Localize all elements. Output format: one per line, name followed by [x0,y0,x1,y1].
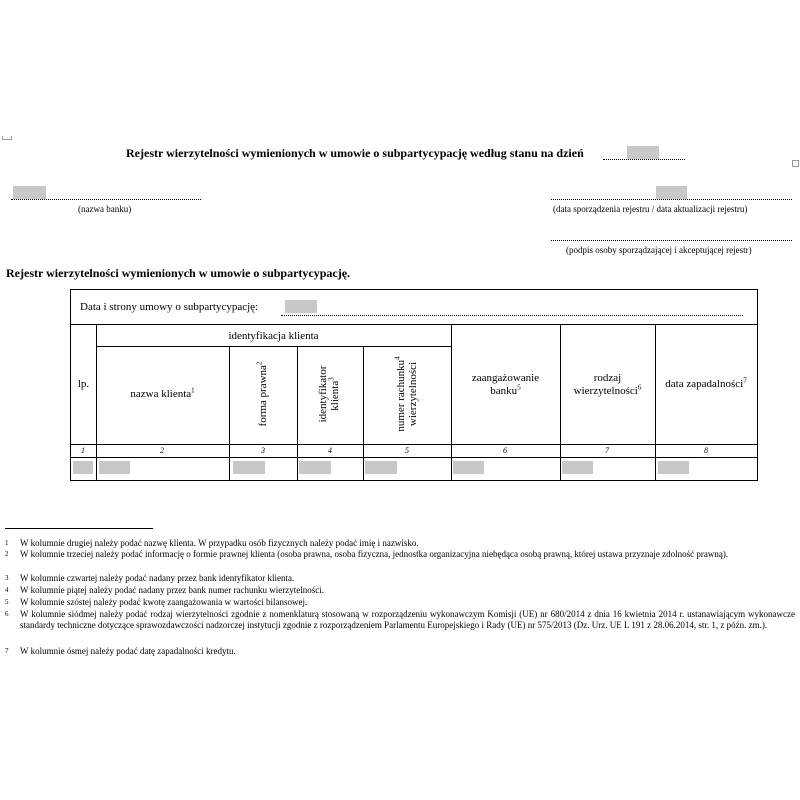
header-nazwa-fn: 1 [191,386,195,395]
footnote-2-mark: 2 [5,550,9,558]
col-divider-5 [451,324,452,480]
footnote-2-text: W kolumnie trzeciej należy podać informację o formie prawnej klienta (osoba prawna, osoba fizyczna, jednostka organizacyjna niebędąca osobą prawną, której ustawa przyznaje zdolność prawną). [20,549,729,559]
header-nazwa-text: nazwa klienta [130,388,192,400]
register-date-field[interactable] [656,186,687,199]
section-title: Rejestr wierzytelności wymienionych w umowie o subpartycypację. [6,266,351,280]
header-ident-line1: identyfikator [317,365,329,423]
footnote-6-text: W kolumnie siódmej należy podać rodzaj wierzytelności zgodnie z nomenklaturą stosowaną w rozporządzeniu wykonawczym Komisji (UE) nr 680/2014 z dnia 16 kwietnia 2014 r. ustanawiającym wykonawcze standardy techniczne dotyczące sprawozdawczości nadzorczej instytucji zgodnie z rozporządzeniem Parlamentu Europejskiego i Rady (UE) nr 575/2013 (Dz. Urz. UE L 191 z 28.06.2014, str. 1, z późn. zm.). [20,609,795,630]
header-rachunek-fn: 4 [393,356,402,360]
header-data-text: data zapadalności [665,378,744,390]
header-zaangazowanie [451,372,560,398]
header-ident-line2 [329,344,341,444]
cell-forma-input[interactable] [233,461,265,474]
footnote-3 [5,573,795,584]
register-date-line [551,199,792,200]
contract-line [281,315,743,316]
header-ident-fn: 3 [327,377,336,381]
col-divider-6 [560,324,561,480]
col-number-3: 3 [261,446,265,455]
footnote-4 [5,585,795,596]
register-date-caption: (data sporządzenia rejestru / data aktualizacji rejestru) [553,204,748,214]
col-number-8: 8 [704,446,708,455]
col-number-6: 6 [503,446,507,455]
footnote-4-mark: 4 [5,586,9,594]
header-forma [257,344,269,444]
col-divider-2 [229,346,230,480]
register-table [70,289,758,481]
cell-data-input[interactable] [658,461,689,474]
header-rodzaj-line2 [560,385,655,398]
anchor-marker [2,136,12,140]
footnote-5-text: W kolumnie szóstej należy podać kwotę zaangażowania w wartości bilansowej. [20,597,308,607]
signature-line [551,240,792,241]
cell-lp-input[interactable] [73,461,93,474]
header-zaang-line2 [451,385,560,398]
footnote-2 [5,549,795,560]
bank-name-line [11,199,201,200]
footnote-separator [5,528,153,529]
header-zaang-fn: 5 [517,383,521,392]
footnote-7 [5,646,795,657]
col-number-5: 5 [405,446,409,455]
col-divider-1 [96,324,97,480]
footnote-1 [5,538,795,549]
header-zaang-line2-text: banku [490,385,518,397]
footnote-3-mark: 3 [5,574,9,582]
col-number-1: 1 [81,446,85,455]
col-divider-4 [363,346,364,480]
footnote-7-text: W kolumnie ósmej należy podać datę zapadalności kredytu. [20,646,236,656]
col-number-4: 4 [328,446,332,455]
signature-caption: (podpis osoby sporządzającej i akceptującej rejestr) [566,245,752,255]
header-rodzaj-fn: 6 [637,383,642,392]
header-rachunek-line1-text: numer rachunku [395,359,407,432]
header-lp: lp. [77,378,90,390]
footnote-1-text: W kolumnie drugiej należy podać nazwę klienta. W przypadku osób fizycznych należy podać imię i nazwisko. [20,538,419,548]
footnote-6 [5,609,795,631]
header-ident [317,344,341,444]
corner-marker [792,160,799,167]
header-rodzaj-line2-text: wierzytelności [573,385,638,397]
cell-ident-input[interactable] [299,461,331,474]
footnote-3-text: W kolumnie czwartej należy podać nadany przez bank identyfikator klienta. [20,573,295,583]
cell-nazwa-input[interactable] [99,461,130,474]
col-number-2: 2 [160,446,164,455]
footnote-5-mark: 5 [5,598,9,606]
cell-zaang-input[interactable] [453,461,484,474]
bank-name-field[interactable] [13,186,46,199]
report-date-field[interactable] [627,146,659,159]
header-forma-fn: 2 [255,361,264,366]
header-rodzaj-line1: rodzaj [593,372,622,384]
header-ident-line2-text: klienta [329,380,341,411]
footnote-5 [5,597,795,608]
bank-name-caption: (nazwa banku) [78,204,132,214]
report-date-line [603,159,685,160]
header-data [655,378,757,391]
footnote-6-mark: 6 [5,610,9,618]
footnote-7-mark: 7 [5,647,9,655]
col-divider-3 [297,346,298,480]
header-rachunek-line1 [395,344,407,444]
header-data-fn: 7 [743,376,747,385]
contract-field[interactable] [285,300,317,313]
header-rodzaj [560,372,655,398]
header-nazwa [96,388,229,401]
col-number-7: 7 [605,446,609,455]
header-rachunek [395,344,419,444]
cell-rodzaj-input[interactable] [562,461,593,474]
header-group: identyfikacja klienta [228,330,319,342]
cell-rachunek-input[interactable] [365,461,397,474]
header-rachunek-line2: wierzytelności [407,361,419,427]
contract-label: Data i strony umowy o subpartycypację: [80,301,259,313]
footnote-4-text: W kolumnie piątej należy podać nadany przez bank numer rachunku wierzytelności. [20,585,324,595]
header-zaang-line1: zaangażowanie [471,372,540,384]
col-divider-7 [655,324,656,480]
header-forma-text: forma prawna [257,365,269,427]
footnote-1-mark: 1 [5,539,9,547]
document-title: Rejestr wierzytelności wymienionych w umowie o subpartycypację według stanu na dzień [126,146,584,160]
